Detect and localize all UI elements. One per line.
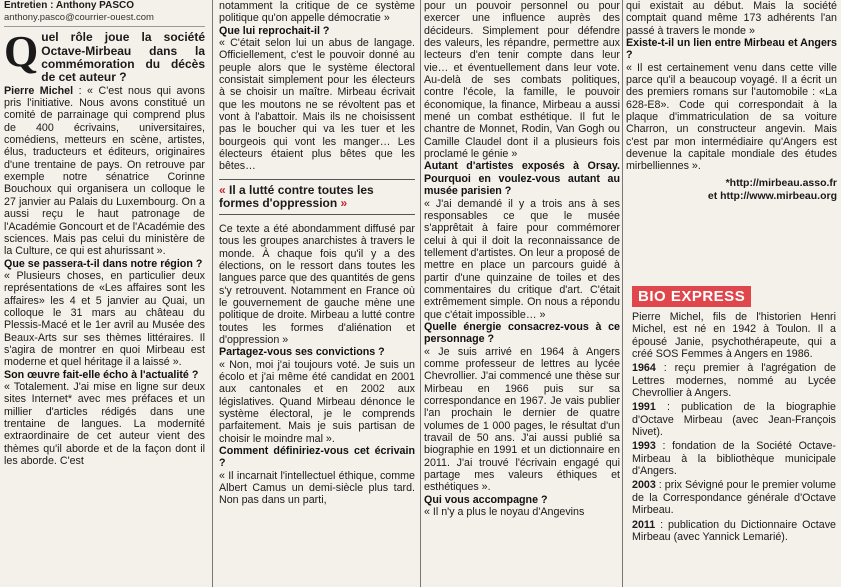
question: Autant d'artistes exposés à Orsay. Pourquoi en voulez-vous autant au musée parisien ? bbox=[424, 160, 620, 198]
question: Partagez-vous ses convictions ? bbox=[219, 346, 385, 359]
answer: « Je suis arrivé en 1964 à Angers comme professeur de lettres au lycée Chevrollier. J'ai commencé une thèse sur Mirbeau en 1966 puis sur sa correspondance en 1967. Je vais publier l'an prochain le dernier de quatre volumes de 1 000 pages, le résultat d'un travail de 50 ans. J'ai aussi publié sa biographie en 1991 et un dictionnaire en 2011. J'ai trouvé l'écrivain engagé qui partage mes valeurs éthiques et esthétiques ». bbox=[424, 345, 620, 494]
answer: « Totalement. J'ai mise en ligne sur deux sites Internet* avec mes préfaces et un millier d'articles rédigés dans une trentaine de langues. La modernité extraordinaire de cet auteur vient des thèmes qu'il aborde et de la façon dont il les aborde. C'est bbox=[4, 380, 205, 468]
author-email: anthony.pasco@courrier-ouest.com bbox=[4, 12, 205, 27]
bio-entry: 1964 : reçu premier à l'agrégation de Lettres modernes, nommé au Lycée Chevrollier à Angers. bbox=[632, 362, 836, 400]
question: Comment définiriez-vous cet écrivain ? bbox=[219, 445, 415, 470]
website-links bbox=[626, 177, 837, 203]
bio-entry: 2011 : publication du Dictionnaire Octave Mirbeau (avec Yannick Lemarié). bbox=[632, 518, 836, 543]
bio-entry: 2003 : prix Sévigné pour le premier volume de la Correspondance générale d'Octave Mirbeau. bbox=[632, 479, 836, 517]
bio-entry: 1993 : fondation de la Société Octave-Mirbeau à la bibliothèque municipale d'Angers. bbox=[632, 440, 836, 478]
answer: « Il n'y a plus le noyau d'Angevins bbox=[424, 506, 585, 519]
bio-express-box bbox=[628, 286, 836, 545]
answer: « C'était selon lui un abus de langage. Officiellement, c'est le pouvoir donné au peuple alors que le système électoral consistait simplement pour les électeurs à se choisir un maître. Mirbeau écrivait que les moutons ne se révoltent pas et vont à l'abattoir. Mais ils ne choisissent pas le boucher qui va les tuer et les bourgeois qui vont les manger… Les électeurs étaient plus bêtes que les bêtes… bbox=[219, 37, 415, 173]
answer: « Il est certainement venu dans cette ville parce qu'il a beaucoup voyagé. Il a écrit un des premiers romans sur l'automobile : «La 628-E8». Code qui correspondait à la plaque d'immatriculation de sa voiture Charron, un constructeur angevin. Mais c'est par mon intermédiaire qu'Angers est devenue la capitale mondiale des études mirbelliennes ». bbox=[626, 61, 837, 173]
bio-body bbox=[628, 311, 836, 543]
question: Son œuvre fait-elle écho à l'actualité ? bbox=[4, 368, 199, 381]
column-3 bbox=[424, 0, 620, 587]
bio-title: BIO EXPRESS bbox=[632, 286, 751, 307]
bio-intro: Pierre Michel, fils de l'historien Henri Michel, est né en 1942 à Toulon. Il a épousé Janie, psychothérapeute, qui a créé SOS Femmes à Angers en 1986. bbox=[632, 311, 836, 361]
question: Existe-t-il un lien entre Mirbeau et Angers ? bbox=[626, 37, 837, 62]
intro-answer: : « C'est nous qui avons pris l'initiative. Nous avons constitué un comité de parrainage qui comprend plus de 400 écrivains, universitaires, comédiens, metteurs en scène, artistes, élus, traducteurs et éditeurs, originaires d'une trentaine de pays. On retrouve par exemple notre sénatrice Corinne Bouchoux qui organisera un colloque le 27 janvier au Palais du Luxembourg. On a aussi reçu le haut patronage de l'Académie Goncourt et de l'Académie des sciences. Mais pas celui du ministère de la Culture, ce qui est ahurissant ». bbox=[4, 84, 205, 258]
link-mirbeau-asso: *http://mirbeau.asso.fr bbox=[725, 176, 837, 189]
lead-question: uel rôle joue la société Octave-Mirbeau dans la commémoration du décès de cet auteur ? bbox=[41, 30, 205, 85]
byline: Entretien : Anthony PASCO bbox=[4, 0, 134, 11]
answer-continued: qui existait au début. Mais la société comptait quand même 173 adhérents l'an passé à travers le monde » bbox=[626, 0, 837, 37]
column-rule bbox=[420, 0, 421, 587]
answer: « Non, moi j'ai toujours voté. Je suis un écolo et j'ai même été candidat en 2001 aux cantonales et en 2002 aux législatives. Quand Mirbeau dénonce le système électoral, je le comprends parfaitement. Mais je suis partisan de choisir le moindre mal ». bbox=[219, 358, 415, 445]
column-rule bbox=[622, 0, 623, 587]
question: Que lui reprochait-il ? bbox=[219, 24, 330, 37]
answer: « Il incarnait l'intellectuel éthique, comme Albert Camus un demi-siècle plus tard. Non pas dans un parti, bbox=[219, 469, 415, 507]
answer-continued: pour un pouvoir personnel ou pour exercer une influence auprès des décideurs. Simplement pour défendre des valeurs, les répandre, permettre aux lecteurs d'en tenir compte dans leur vie… et éventuellement dans leur vote. Au-delà de ses combats politiques, contre l'école, la famille, le pouvoir économique, la finance, Mirbeau a aussi mené un combat esthétique. Il fut le chantre de Monnet, Rodin, Van Gogh ou Camille Claudel dont il a plusieurs fois proclamé le génie » bbox=[424, 0, 620, 161]
column-rule bbox=[212, 0, 213, 587]
column-1 bbox=[4, 0, 205, 587]
link-mirbeau-org: et http://www.mirbeau.org bbox=[707, 189, 837, 202]
question: Qui vous accompagne ? bbox=[424, 493, 548, 506]
column-2 bbox=[219, 0, 415, 587]
question: Quelle énergie consacrez-vous à ce personnage ? bbox=[424, 320, 620, 346]
paragraph: Ce texte a été abondamment diffusé par tous les groupes anarchistes à travers le monde. À chaque fois qu'il y a des élections, on le ressort dans toutes les langues parce que des quantités de gens s'y retrouvent. Notamment en France où le gouvernement de gauche mène une politique de droite. Mirbeau a lutté contre toutes les formes d'aliénation et d'oppression » bbox=[219, 222, 415, 346]
pull-quote: « Il a lutté contre toutes les formes d'oppression » bbox=[219, 179, 415, 215]
bio-entry: 1991 : publication de la biographie d'Octave Mirbeau (avec Jean-François Nivet). bbox=[632, 401, 836, 439]
speaker-name: Pierre Michel bbox=[4, 84, 74, 97]
question: Que se passera-t-il dans notre région ? bbox=[4, 257, 203, 270]
answer: « J'ai demandé il y a trois ans à ses responsables ce que le musée s'apprêtait à faire pour commémorer celui à qui il doit la reconnaissance de tellement d'artistes. On leur a proposé de mettre en place un parcours guidé à partir d'une quinzaine de toiles et des commentaires du critique d'art. C'était extrêmement simple. On nous a répondu que c'était impossible… » bbox=[424, 197, 620, 321]
answer-continued: notamment la critique de ce système politique qu'on appelle démocratie » bbox=[219, 0, 415, 25]
drop-cap: Q bbox=[4, 27, 39, 77]
intro-paragraph bbox=[4, 27, 205, 258]
answer: « Plusieurs choses, en particulier deux représentations de «Les affaires sont les affaires» les 4 et 5 janvier au Quai, un colloque le 31 mars au château du Plessis-Macé et le 1er avril au Musée des Beaux-Arts sur ses thèmes littéraires. Il s'agira de montrer en quoi Mirbeau est moderne et quel héritage il a laissé ». bbox=[4, 269, 205, 369]
